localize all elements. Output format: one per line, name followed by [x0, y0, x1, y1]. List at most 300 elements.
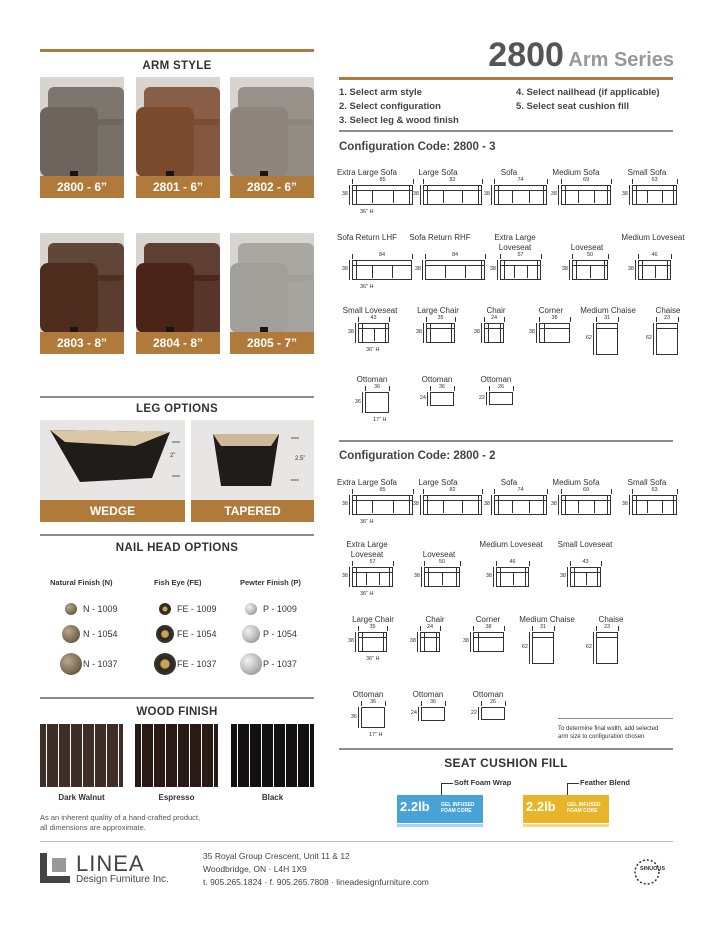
depth-label: 62: [521, 644, 528, 650]
depth-label: 38: [483, 501, 490, 507]
piece-outline: [561, 185, 611, 205]
width-tick: [671, 254, 672, 259]
seat-back-line: [427, 328, 454, 329]
soft-foam-badge[interactable]: [397, 795, 483, 823]
width-label: 36: [373, 384, 381, 390]
footer-address: [203, 850, 429, 889]
arm-style-label: 2803 - 8”: [40, 332, 124, 354]
config-piece-name: Loveseat: [422, 550, 456, 559]
address-line-1: 35 Royal Group Crescent, Unit 11 & 12: [203, 851, 350, 861]
nail-head-label: P - 1037: [263, 659, 297, 669]
width-label: 26: [497, 384, 505, 390]
width-note: [558, 725, 658, 741]
piece-outline: [352, 495, 413, 515]
depth-tick: [423, 323, 424, 343]
nail-head-label: N - 1037: [83, 659, 118, 669]
cushion-divider: [647, 501, 648, 513]
leg-wedge-card[interactable]: [40, 420, 185, 522]
width-tick: [618, 317, 619, 322]
nail-head-swatch[interactable]: [60, 653, 82, 675]
seat-back-line: [597, 637, 617, 638]
depth-tick: [593, 632, 594, 664]
nail-head-label: P - 1009: [263, 604, 297, 614]
width-tick: [454, 386, 455, 391]
arm-line: [500, 323, 501, 343]
arm-line: [543, 495, 544, 515]
depth-label: 38: [489, 266, 496, 272]
seat-back-line: [501, 265, 540, 266]
arm-line: [642, 260, 643, 280]
cushion-divider: [392, 266, 393, 278]
disclaimer-line: As an inherent quality of a hand-crafted product,: [40, 813, 201, 822]
brand-name: LINEA: [76, 851, 145, 876]
wood-finish-label: Espresso: [158, 793, 195, 802]
soft-foam-label: Soft Foam Wrap: [454, 778, 512, 787]
config-piece-name: Extra Large Sofa: [336, 168, 398, 177]
wood-finish-swatch[interactable]: [135, 724, 218, 787]
depth-tick: [355, 632, 356, 652]
depth-label: 38: [561, 266, 568, 272]
cushion-divider: [445, 266, 446, 278]
config-piece-name: Extra Large Loveseat: [346, 540, 388, 559]
width-label: 69: [582, 487, 590, 493]
arm-style-label: 2804 - 8”: [136, 332, 220, 354]
step-4: 4. Select nailhead (if applicable): [516, 87, 660, 98]
cushion-divider: [655, 266, 656, 278]
nail-head-swatch[interactable]: [65, 603, 77, 615]
back-line: [478, 632, 479, 652]
piece-outline: [632, 495, 677, 515]
seat-back-line: [597, 328, 617, 329]
arm-style-card[interactable]: [230, 77, 314, 198]
arm-line: [385, 323, 386, 343]
height-label: 17” H: [373, 417, 387, 423]
depth-label: 38: [341, 573, 348, 579]
arm-style-image: [40, 77, 124, 177]
height-label: 36” H: [366, 656, 380, 662]
nail-head-swatch[interactable]: [240, 653, 262, 675]
arm-style-card[interactable]: [230, 233, 314, 354]
arm-line: [500, 567, 501, 587]
depth-label: 24: [419, 395, 426, 401]
depth-tick: [653, 323, 654, 355]
arm-line: [383, 632, 384, 652]
arm-line: [356, 185, 357, 205]
width-label: 31: [603, 315, 611, 321]
arm-line: [498, 185, 499, 205]
contact-line[interactable]: t. 905.265.1824 · f. 905.265.7808 · lineadesignfurniture.com: [203, 877, 429, 887]
wood-finish-title: WOOD FINISH: [136, 706, 218, 718]
height-label: 36” H: [360, 209, 374, 215]
width-label: 23: [663, 315, 671, 321]
config-piece-name: Chair: [486, 306, 506, 315]
wood-finish-rule: [40, 697, 314, 699]
depth-label: 36: [354, 398, 361, 405]
arm-line: [565, 495, 566, 515]
config-piece-name: Ottoman: [412, 690, 444, 699]
arm-style-top-rule: [40, 49, 314, 52]
nail-head-label: FE - 1054: [177, 629, 217, 639]
nail-head-label: FE - 1009: [177, 604, 217, 614]
arm-line: [389, 567, 390, 587]
config-piece-name: Small Sofa: [627, 478, 667, 487]
depth-label: 36: [350, 713, 357, 720]
depth-tick: [470, 632, 471, 652]
config2-title: Configuration Code: 2800 - 2: [339, 450, 496, 462]
depth-tick: [491, 495, 492, 515]
cushion-divider: [527, 266, 528, 278]
config-piece-name: Small Loveseat: [557, 540, 613, 549]
config-piece-name: Chaise: [598, 615, 624, 624]
seat-cushion-title: SEAT CUSHION FILL: [444, 756, 568, 770]
depth-tick: [349, 185, 350, 205]
piece-outline: [430, 392, 454, 406]
depth-tick: [349, 260, 350, 280]
width-tick: [482, 489, 483, 494]
piece-outline: [352, 185, 413, 205]
disclaimer: [40, 813, 200, 833]
depth-label: 38: [409, 638, 416, 644]
width-label: 46: [651, 252, 658, 258]
config-piece-name: Extra Large Sofa: [336, 478, 398, 487]
config-piece-name: Medium Chaise: [580, 306, 636, 315]
arm-style-card[interactable]: [136, 233, 220, 354]
arm-style-label: 2805 - 7”: [230, 332, 314, 354]
arm-line: [498, 495, 499, 515]
arm-style-image: [40, 233, 124, 333]
nail-head-swatch[interactable]: [156, 625, 174, 643]
seat-back-line: [495, 500, 546, 501]
page-title: [452, 36, 674, 75]
width-label: 43: [370, 315, 377, 321]
width-tick: [460, 561, 461, 566]
depth-label: 62: [645, 335, 652, 341]
depth-tick: [558, 495, 559, 515]
depth-label: 38: [341, 266, 348, 272]
width-label: 84: [378, 252, 386, 258]
config-piece-name: Ottoman: [472, 690, 504, 699]
arm-line: [427, 185, 428, 205]
config-piece-name: Sofa Return RHF: [409, 233, 471, 242]
depth-label: 38: [341, 501, 348, 507]
config-piece-name: Corner: [538, 306, 564, 315]
config-piece-name: Sofa Return LHF: [336, 233, 398, 242]
width-label: 43: [582, 559, 589, 565]
linea-logo-icon: [40, 853, 70, 883]
cushion-divider: [578, 501, 579, 513]
piece-outline: [481, 707, 505, 720]
soft-foam-pointer: [441, 783, 453, 795]
arm-line: [356, 495, 357, 515]
width-tick: [504, 626, 505, 631]
step-1: 1. Select arm style: [339, 87, 422, 98]
cushion-divider: [374, 329, 375, 341]
nail-head-swatch[interactable]: [159, 603, 171, 615]
width-tick: [678, 317, 679, 322]
nail-column-header: Pewter Finish (P): [240, 578, 301, 587]
arm-line: [356, 260, 357, 280]
config-piece-name: Corner: [475, 615, 501, 624]
wood-finish-label: Dark Walnut: [58, 793, 105, 802]
depth-label: 38: [550, 191, 557, 197]
width-tick: [541, 254, 542, 259]
depth-tick: [629, 495, 630, 515]
depth-tick: [349, 567, 350, 587]
cushion-divider: [465, 266, 466, 278]
cushion-divider: [462, 501, 463, 513]
depth-tick: [358, 707, 359, 728]
seat-back-line: [424, 500, 481, 501]
width-tick: [385, 701, 386, 706]
width-tick: [608, 254, 609, 259]
piece-outline: [484, 323, 504, 343]
cushion-divider: [586, 573, 587, 585]
feather-desc: GEL INFUSED FOAM CORE: [567, 802, 601, 814]
wedge-dim: 2”: [170, 453, 176, 459]
width-tick: [554, 626, 555, 631]
piece-outline: [352, 567, 393, 587]
width-tick: [413, 489, 414, 494]
arm-line: [607, 185, 608, 205]
piece-outline: [352, 260, 412, 280]
depth-tick: [355, 323, 356, 343]
depth-label: 24: [410, 710, 417, 716]
piece-outline: [632, 185, 677, 205]
config-piece-name: Large Sofa: [418, 478, 458, 487]
cushion-divider: [594, 191, 595, 203]
depth-tick: [420, 495, 421, 515]
depth-tick: [486, 392, 487, 405]
cushion-divider: [513, 573, 514, 585]
depth-label: 38: [413, 573, 420, 579]
depth-tick: [427, 392, 428, 406]
arm-line: [424, 632, 425, 652]
feather-badge[interactable]: [523, 795, 609, 823]
nail-head-swatch[interactable]: [154, 653, 176, 675]
depth-tick: [420, 185, 421, 205]
arm-style-card[interactable]: [40, 233, 124, 354]
width-tick: [601, 561, 602, 566]
sinuous-logo-icon: [633, 857, 673, 887]
config-piece-name: Sofa: [500, 478, 518, 487]
arm-line: [436, 632, 437, 652]
nail-head-label: P - 1054: [263, 629, 297, 639]
depth-tick: [362, 392, 363, 413]
depth-label: 38: [462, 638, 469, 644]
depth-label: 38: [627, 266, 634, 272]
width-label: 35: [369, 624, 376, 630]
cushion-divider: [662, 191, 663, 203]
arm-line: [565, 185, 566, 205]
leg-tapered-card[interactable]: [191, 420, 314, 522]
config-piece-name: Chaise: [655, 306, 681, 315]
depth-label: 38: [412, 501, 419, 507]
cushion-divider: [443, 501, 444, 513]
seat-back-line: [424, 190, 481, 191]
width-label: 85: [379, 487, 386, 493]
arm-line: [673, 185, 674, 205]
arm-line: [504, 260, 505, 280]
piece-outline: [425, 260, 485, 280]
depth-label: 38: [621, 501, 628, 507]
width-label: 57: [517, 252, 524, 258]
width-note-rule: [558, 718, 673, 719]
nail-head-label: N - 1054: [83, 629, 118, 639]
back-line: [544, 323, 545, 343]
nail-head-rule: [40, 534, 314, 536]
cushion-divider: [578, 191, 579, 203]
nail-head-swatch[interactable]: [245, 603, 257, 615]
arm-line: [636, 495, 637, 515]
arm-style-card[interactable]: [40, 77, 124, 198]
seat-back-line: [562, 190, 610, 191]
width-tick: [455, 317, 456, 322]
config-piece-name: Ottoman: [356, 375, 388, 384]
piece-outline: [421, 707, 445, 721]
arm-line: [456, 567, 457, 587]
height-label: 17” H: [369, 732, 383, 738]
nail-head-label: N - 1009: [83, 604, 118, 614]
depth-tick: [422, 260, 423, 280]
depth-label: 38: [559, 573, 566, 579]
cushion-divider: [372, 266, 373, 278]
width-tick: [547, 489, 548, 494]
wood-finish-swatch[interactable]: [40, 724, 123, 787]
width-label: 31: [539, 624, 547, 630]
cushion-divider: [442, 573, 443, 585]
arm-line: [576, 260, 577, 280]
step-2: 2. Select configuration: [339, 101, 441, 112]
nail-head-swatch[interactable]: [242, 625, 260, 643]
depth-label: 22: [478, 394, 485, 401]
footer-rule: [40, 841, 673, 842]
depth-label: 38: [485, 573, 492, 579]
width-tick: [504, 317, 505, 322]
width-tick: [677, 489, 678, 494]
width-label: 50: [586, 252, 594, 258]
wedge-leg-image: [40, 420, 185, 500]
width-label: 57: [369, 559, 376, 565]
width-tick: [389, 386, 390, 391]
depth-label: 38: [341, 191, 348, 197]
cushion-divider: [393, 191, 394, 203]
cushion-divider: [443, 191, 444, 203]
wood-finish-label: Black: [261, 793, 284, 802]
depth-label: 38: [347, 638, 354, 644]
width-label: 23: [603, 624, 611, 630]
cushion-divider: [590, 266, 591, 278]
width-tick: [393, 561, 394, 566]
seat-back-line: [533, 637, 553, 638]
width-label: 24: [490, 315, 498, 321]
nail-head-swatch[interactable]: [62, 625, 80, 643]
cushion-divider: [393, 501, 394, 513]
seat-back-line: [353, 572, 392, 573]
config-piece-name: Ottoman: [352, 690, 384, 699]
config-piece-name: Ottoman: [421, 375, 453, 384]
arm-line: [607, 495, 608, 515]
arm-style-label: 2801 - 6”: [136, 176, 220, 198]
nail-head-label: FE - 1037: [177, 659, 217, 669]
width-tick: [387, 626, 388, 631]
config-piece-name: Medium Chaise: [519, 615, 575, 624]
width-tick: [618, 626, 619, 631]
arm-line: [543, 185, 544, 205]
title-rule: [339, 77, 673, 80]
depth-label: 62: [585, 335, 592, 341]
width-label: 24: [426, 624, 434, 630]
arm-line: [427, 495, 428, 515]
config-piece-name: Large Chair: [352, 615, 394, 624]
arm-line: [525, 567, 526, 587]
cushion-divider: [366, 573, 367, 585]
width-note-line: To determine final width, add selected: [558, 726, 659, 732]
seat-back-line: [426, 265, 484, 266]
arm-line: [537, 260, 538, 280]
width-label: 84: [451, 252, 459, 258]
cushion-divider: [594, 501, 595, 513]
arm-line: [362, 632, 363, 652]
tapered-dim: 2.5”: [295, 456, 306, 462]
width-label: 36: [429, 699, 437, 705]
cushion-divider: [512, 501, 513, 513]
width-tick: [611, 489, 612, 494]
height-label: 36” H: [360, 591, 374, 597]
cushion-divider: [372, 191, 373, 203]
width-label: 74: [517, 487, 524, 493]
piece-outline: [500, 260, 541, 280]
feather-pointer: [567, 783, 579, 795]
config-piece-name: Sofa: [500, 168, 518, 177]
arm-line: [362, 323, 363, 343]
cushion-divider: [514, 266, 515, 278]
cushion-divider: [372, 501, 373, 513]
wood-finish-swatch[interactable]: [231, 724, 314, 787]
piece-outline: [561, 495, 611, 515]
seat-back-line: [633, 190, 676, 191]
config-piece-name: Extra Large Loveseat: [494, 233, 536, 252]
config-piece-name: Chair: [425, 615, 445, 624]
width-label: 35: [437, 315, 444, 321]
wedge-label: WEDGE: [40, 500, 185, 522]
width-tick: [445, 701, 446, 706]
arm-line: [428, 567, 429, 587]
height-label: 36” H: [360, 519, 374, 525]
depth-tick: [629, 185, 630, 205]
depth-label: 38: [414, 266, 421, 272]
cushion-divider: [662, 501, 663, 513]
config3-title: Configuration Code: 2800 - 3: [339, 141, 496, 153]
depth-label: 62: [585, 644, 592, 650]
seat-cushion-rule: [339, 748, 673, 750]
depth-label: 38: [412, 191, 419, 197]
arm-line: [597, 567, 598, 587]
depth-tick: [497, 260, 498, 280]
piece-outline: [361, 707, 385, 728]
width-label: 38: [551, 315, 558, 321]
depth-tick: [481, 323, 482, 343]
arm-style-title: ARM STYLE: [142, 60, 212, 72]
width-tick: [412, 254, 413, 259]
arm-style-card[interactable]: [136, 77, 220, 198]
width-tick: [413, 179, 414, 184]
arm-line: [481, 260, 482, 280]
series-name: Arm Series: [568, 49, 674, 71]
depth-label: 38: [473, 329, 480, 335]
leg-options-title: LEG OPTIONS: [136, 403, 218, 415]
sinuous-text: SINUOUS: [640, 866, 666, 872]
width-label: 74: [517, 177, 524, 183]
